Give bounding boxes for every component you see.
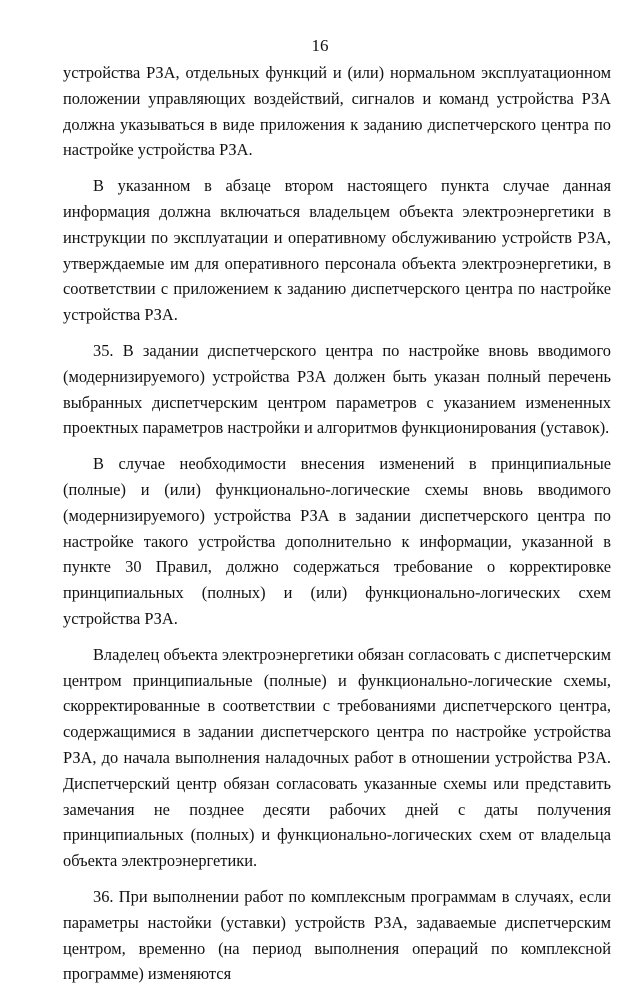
paragraph-operational-instructions: В указанном в абзаце втором настоящего пункта случае данная информация должна включаться владельцем объекта электроэнергетики в инструкции по эксплуатации и оперативному обслуживанию устройств РЗА, утверждаемые им для оперативного персонала объекта электроэнергетики, в соответствии с приложением к заданию диспетчерского центра по настройке устройства РЗА. [63,176,611,325]
document-body [63,60,611,997]
paragraph-schemes-correction: В случае необходимости внесения изменений в принципиальные (полные) и (или) функционально-логические схемы вновь вводимого (модернизируемого) устройства РЗА в задании диспетчерского центра по настройке такого устройства дополнительно к информации, указанной в пункте 30 Правил, должно содержаться требование о корректировке принципиальных (полных) и (или) функционально-логических схем устройства РЗА. [63,454,611,628]
paragraph-item-35: 35. В задании диспетчерского центра по настройке вновь вводимого (модернизируемого) устройства РЗА должен быть указан полный перечень выбранных диспетчерским центром параметров с указанием измененных проектных параметров настройки и алгоритмов функционирования (уставок). [63,340,611,438]
page-number: 16 [311,36,329,55]
paragraph-item-36: 36. При выполнении работ по комплексным программам в случаях, если параметры настойки (уставки) устройств РЗА, задаваемые диспетчерским центром, временно (на период выполнения операций по комплексной программе) изменяются [63,886,611,984]
paragraph-owner-obligation: Владелец объекта электроэнергетики обязан согласовать с диспетчерским центром принципиальные (полные) и функционально-логические схемы, скорректированные в соответствии с требованиями диспетчерского центра, содержащимися в задании диспетчерского центра по настройке устройства РЗА, до начала выполнения наладочных работ в отношении устройства РЗА. Диспетчерский центр обязан согласовать указанные схемы или представить замечания не позднее десяти рабочих дней с даты получения принципиальных (полных) и функционально-логических схем от владельца объекта электроэнергетики. [63,644,611,871]
paragraph-continuation: устройства РЗА, отдельных функций и (или) нормальном эксплуатационном положении управляющих воздействий, сигналов и команд устройства РЗА должна указываться в виде приложения к заданию диспетчерского центра по настройке устройства РЗА. [63,63,611,160]
